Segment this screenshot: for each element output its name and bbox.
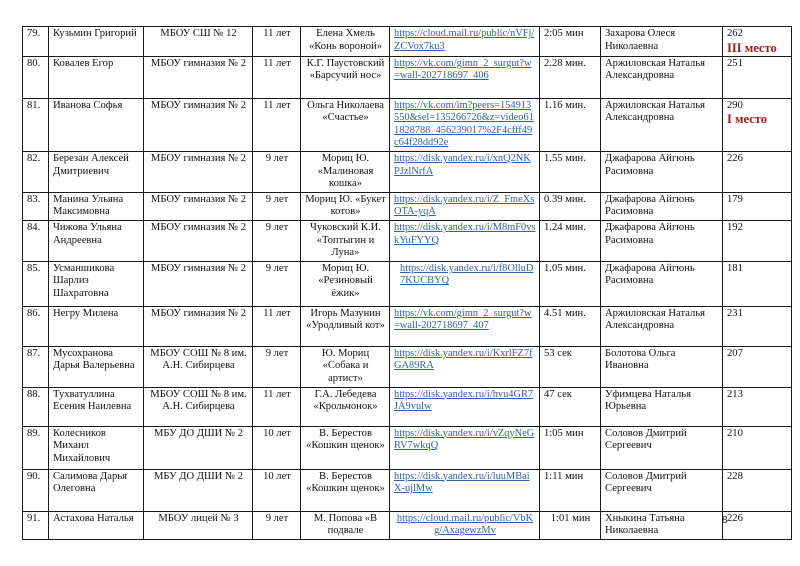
school: МБОУ СШ № 12 — [144, 27, 253, 57]
video-link-cell — [390, 306, 540, 346]
literary-work: Ю. Мориц «Собака и артист» — [301, 346, 390, 387]
video-link-cell — [390, 261, 540, 306]
literary-work: Елена Хмель «Конь вороной» — [301, 27, 390, 57]
participant-name: Тухватуллина Есения Наилевна — [49, 387, 144, 426]
school: МБОУ гимназия № 2 — [144, 306, 253, 346]
score-cell — [723, 220, 792, 261]
score: 192 — [727, 221, 743, 233]
duration: 1:11 мин — [540, 469, 601, 511]
place-badge: I место — [727, 112, 767, 127]
score-cell — [723, 98, 792, 151]
teacher: Хныкина Татьяна Николаевна — [601, 511, 723, 539]
teacher: Аржиловская Наталья Александровна — [601, 98, 723, 151]
video-link[interactable]: https://vk.com/gimn_2_surgut?w=wall-202718697_407 — [394, 307, 532, 332]
score: 207 — [727, 347, 743, 359]
age: 11 лет — [253, 27, 301, 57]
school: МБОУ лицей № 3 — [144, 511, 253, 539]
literary-work: Мориц Ю. «Малиновая кошка» — [301, 151, 390, 192]
video-link-cell — [390, 151, 540, 192]
teacher: Джафарова Айгюнь Расимовна — [601, 261, 723, 306]
table-row — [23, 98, 792, 151]
row-number: 89. — [23, 426, 49, 469]
school: МБУ ДО ДШИ № 2 — [144, 469, 253, 511]
video-link[interactable]: https://disk.yandex.ru/i/hvu4GR7JA9vulw — [394, 388, 534, 413]
score-cell — [723, 511, 792, 539]
age: 9 лет — [253, 346, 301, 387]
school: МБОУ гимназия № 2 — [144, 220, 253, 261]
row-number: 80. — [23, 56, 49, 98]
duration: 0.39 мин. — [540, 192, 601, 220]
table-row — [23, 261, 792, 306]
video-link-cell — [390, 346, 540, 387]
video-link-cell — [390, 387, 540, 426]
school: МБОУ гимназия № 2 — [144, 192, 253, 220]
video-link[interactable]: https://disk.yandex.ru/i/M8mF0vskYuFYYQ — [394, 221, 536, 246]
video-link[interactable]: https://disk.yandex.ru/i/luuMBaiX-ujlMw — [394, 470, 530, 495]
duration: 1.16 мин. — [540, 98, 601, 151]
age: 9 лет — [253, 192, 301, 220]
score: 231 — [727, 307, 743, 319]
duration: 1.05 мин. — [540, 261, 601, 306]
row-number: 79. — [23, 27, 49, 57]
school: МБОУ гимназия № 2 — [144, 98, 253, 151]
table-row — [23, 387, 792, 426]
duration: 47 сек — [540, 387, 601, 426]
video-link[interactable]: https://disk.yandex.ru/i/f8OlluD7KUCBYQ — [400, 262, 534, 287]
score-cell — [723, 151, 792, 192]
row-number: 82. — [23, 151, 49, 192]
page-number: 8 — [722, 515, 728, 526]
literary-work: Мориц Ю. «Резиновый ёжик» — [301, 261, 390, 306]
teacher: Соловов Дмитрий Сергеевич — [601, 426, 723, 469]
table-row — [23, 27, 792, 57]
video-link-cell — [390, 27, 540, 57]
table-row — [23, 192, 792, 220]
teacher: Захарова Олеся Николаевна — [601, 27, 723, 57]
video-link[interactable]: https://disk.yandex.ru/i/vZqyNeGRV7wkqQ — [394, 427, 535, 452]
score-cell — [723, 192, 792, 220]
video-link[interactable]: https://disk.yandex.ru/i/KxrlFZ7fGA89RA — [394, 347, 533, 372]
row-number: 88. — [23, 387, 49, 426]
participants-table — [22, 26, 792, 540]
row-number: 84. — [23, 220, 49, 261]
score-cell — [723, 346, 792, 387]
participant-name: Мусохранова Дарья Валерьевна — [49, 346, 144, 387]
row-number: 91. — [23, 511, 49, 539]
score: 290 — [727, 99, 743, 111]
duration: 1.55 мин. — [540, 151, 601, 192]
participant-name: Астахова Наталья — [49, 511, 144, 539]
participant-name: Колесников Михаил Михайлович — [49, 426, 144, 469]
table-row — [23, 220, 792, 261]
score: 213 — [727, 388, 743, 400]
table-row — [23, 151, 792, 192]
score-cell — [723, 387, 792, 426]
participant-name: Чижова Ульяна Андреевна — [49, 220, 144, 261]
table-row — [23, 426, 792, 469]
table-row — [23, 306, 792, 346]
age: 11 лет — [253, 387, 301, 426]
row-number: 81. — [23, 98, 49, 151]
age: 9 лет — [253, 220, 301, 261]
teacher: Болотова Ольга Ивановна — [601, 346, 723, 387]
table-body — [23, 27, 792, 540]
score: 181 — [727, 262, 743, 274]
school: МБОУ СОШ № 8 им. А.Н. Сибирцева — [144, 346, 253, 387]
school: МБОУ гимназия № 2 — [144, 56, 253, 98]
table-row — [23, 511, 792, 539]
participant-name: Кузьмин Григорий — [49, 27, 144, 57]
literary-work: В. Берестов «Кошкин щенок» — [301, 426, 390, 469]
age: 10 лет — [253, 426, 301, 469]
row-number: 85. — [23, 261, 49, 306]
participant-name: Негру Милена — [49, 306, 144, 346]
duration: 53 сек — [540, 346, 601, 387]
teacher: Джафарова Айгюнь Расимовна — [601, 192, 723, 220]
school: МБОУ гимназия № 2 — [144, 261, 253, 306]
teacher: Аржиловская Наталья Александровна — [601, 306, 723, 346]
duration: 1.24 мин. — [540, 220, 601, 261]
age: 10 лет — [253, 469, 301, 511]
table-row — [23, 469, 792, 511]
school: МБОУ СОШ № 8 им. А.Н. Сибирцева — [144, 387, 253, 426]
video-link-cell — [390, 426, 540, 469]
literary-work: Ольга Николаева «Счастье» — [301, 98, 390, 151]
score: 226 — [727, 512, 743, 524]
school: МБУ ДО ДШИ № 2 — [144, 426, 253, 469]
age: 11 лет — [253, 56, 301, 98]
video-link[interactable]: https://cloud.mail.ru/public/nVFj/ZCVox7ku3 — [394, 28, 535, 52]
participant-name: Салимова Дарья Олеговна — [49, 469, 144, 511]
age: 9 лет — [253, 151, 301, 192]
participant-name: Иванова Софья — [49, 98, 144, 151]
row-number: 83. — [23, 192, 49, 220]
teacher: Уфимцева Наталья Юрьевна — [601, 387, 723, 426]
score-cell — [723, 426, 792, 469]
row-number: 87. — [23, 346, 49, 387]
video-link-cell — [390, 469, 540, 511]
literary-work: Чуковский К.И. «Топтыгин и Луна» — [301, 220, 390, 261]
score: 262 — [727, 28, 743, 39]
score-cell — [723, 56, 792, 98]
score: 226 — [727, 152, 743, 164]
teacher: Джафарова Айгюнь Расимовна — [601, 151, 723, 192]
score-cell — [723, 27, 792, 57]
video-link[interactable]: https://disk.yandex.ru/i/Z_FmeXsOTA-yqA — [394, 193, 535, 218]
literary-work: Игорь Мазунин «Уродливый кот» — [301, 306, 390, 346]
score: 228 — [727, 470, 743, 482]
teacher: Джафарова Айгюнь Расимовна — [601, 220, 723, 261]
age: 11 лет — [253, 306, 301, 346]
literary-work: В. Берестов «Кошкин щенок» — [301, 469, 390, 511]
place-badge: III место — [727, 40, 777, 55]
video-link[interactable]: https://vk.com/im?peers=154913550&sel=135266726&z=video611828788_456239017%2F4cfff49c64f28dd92e — [394, 99, 534, 149]
participant-name: Березан Алексей Дмитриевич — [49, 151, 144, 192]
literary-work: К.Г. Паустовский «Барсучий нос» — [301, 56, 390, 98]
teacher: Соловов Дмитрий Сергеевич — [601, 469, 723, 511]
score-cell — [723, 261, 792, 306]
participant-name: Манина Ульяна Максимовна — [49, 192, 144, 220]
age: 11 лет — [253, 98, 301, 151]
duration: 2.28 мин. — [540, 56, 601, 98]
score-cell — [723, 469, 792, 511]
video-link[interactable]: https://vk.com/gimn_2_surgut?w=wall-202718697_406 — [394, 57, 532, 82]
video-link[interactable]: https://disk.yandex.ru/i/xnQ2NKPJzlNrfA — [394, 152, 531, 177]
score: 210 — [727, 427, 743, 439]
video-link-cell — [390, 511, 540, 539]
duration: 2:05 мин — [540, 27, 601, 57]
duration: 1:05 мин — [540, 426, 601, 469]
duration: 1:01 мин — [540, 511, 601, 539]
video-link[interactable]: https://cloud.mail.ru/public/VbKg/AxagewzMv — [396, 512, 534, 537]
literary-work: Мориц Ю. «Букет котов» — [301, 192, 390, 220]
literary-work: М. Попова «В подвале — [301, 511, 390, 539]
row-number: 90. — [23, 469, 49, 511]
video-link-cell — [390, 56, 540, 98]
age: 9 лет — [253, 511, 301, 539]
age: 9 лет — [253, 261, 301, 306]
teacher: Аржиловская Наталья Александровна — [601, 56, 723, 98]
score: 251 — [727, 57, 743, 69]
table-row — [23, 56, 792, 98]
row-number: 86. — [23, 306, 49, 346]
participant-name: Ковалев Егор — [49, 56, 144, 98]
participant-name: Усманшикова Шарлиз Шахратовна — [49, 261, 144, 306]
video-link-cell — [390, 192, 540, 220]
school: МБОУ гимназия № 2 — [144, 151, 253, 192]
video-link-cell — [390, 98, 540, 151]
score: 179 — [727, 193, 743, 205]
literary-work: Г.А. Лебедева «Крольчонок» — [301, 387, 390, 426]
video-link-cell — [390, 220, 540, 261]
table-row — [23, 346, 792, 387]
duration: 4.51 мин. — [540, 306, 601, 346]
score-cell — [723, 306, 792, 346]
